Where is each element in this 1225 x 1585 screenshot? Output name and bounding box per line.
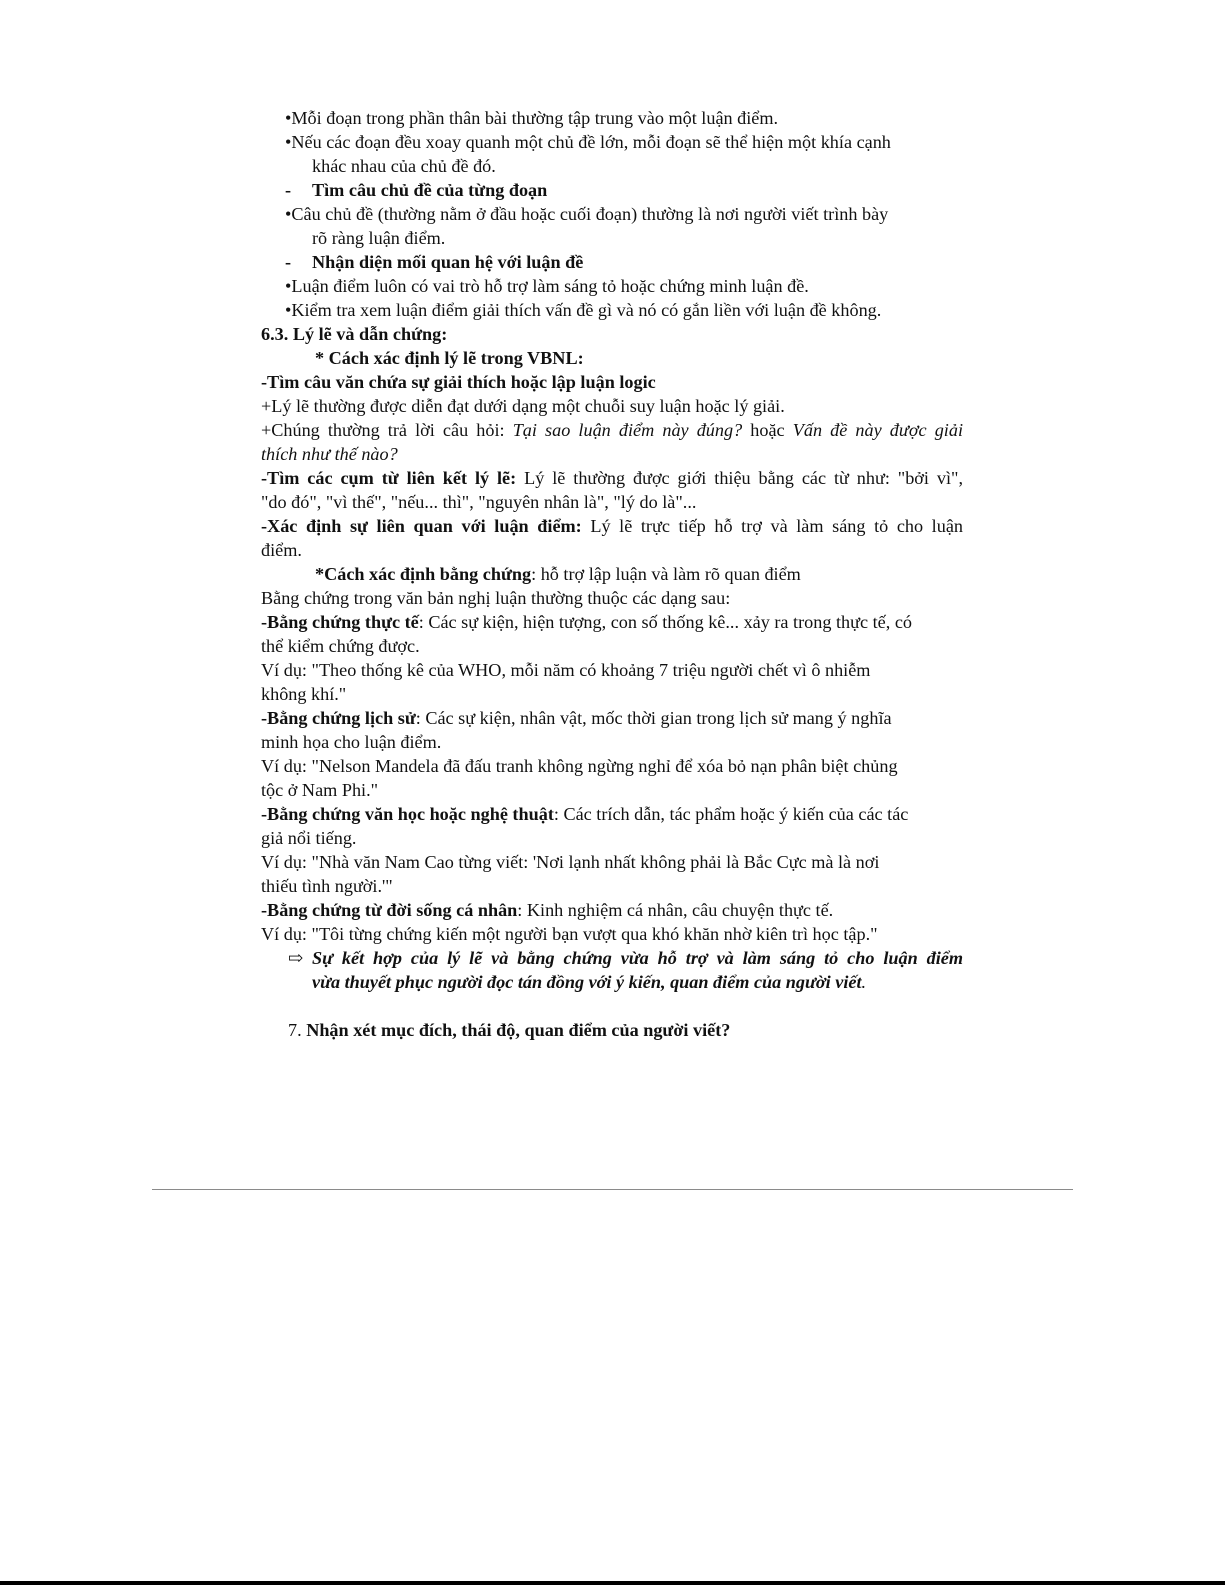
example-line: không khí." bbox=[261, 684, 347, 704]
dash-heading-text: Nhận diện mối quan hệ với luận đề bbox=[312, 252, 584, 272]
section-heading: 6.3. Lý lẽ và dẫn chứng: bbox=[261, 324, 448, 344]
spacer bbox=[261, 994, 963, 1018]
paragraph-heading: -Tìm câu văn chứa sự giải thích hoặc lập luận logic bbox=[261, 372, 656, 392]
dash-mark: - bbox=[285, 180, 292, 200]
bullet-line: •Nếu các đoạn đều xoay quanh một chủ đề lớn, mỗi đoạn sẽ thể hiện một khía cạnh bbox=[285, 132, 891, 152]
bullet-continuation: khác nhau của chủ đề đó. bbox=[312, 156, 496, 176]
text-line bbox=[261, 466, 963, 490]
example-line: thiếu tình người.'" bbox=[261, 876, 393, 896]
bullet-continuation: rõ ràng luận điểm. bbox=[312, 228, 446, 248]
subsection-heading: * Cách xác định lý lẽ trong VBNL: bbox=[315, 348, 584, 368]
text-span: : hỗ trợ lập luận và làm rõ quan điểm bbox=[531, 564, 801, 584]
example-line: Ví dụ: "Theo thống kê của WHO, mỗi năm có khoảng 7 triệu người chết vì ô nhiễm bbox=[261, 660, 871, 680]
dash-heading-text: Tìm câu chủ đề của từng đoạn bbox=[312, 180, 548, 200]
bold-lead: -Bằng chứng từ đời sống cá nhân bbox=[261, 900, 518, 920]
text-line: minh họa cho luận điểm. bbox=[261, 732, 442, 752]
bullet-line: •Kiểm tra xem luận điểm giải thích vấn đề gì và nó có gắn liền với luận đề không. bbox=[285, 300, 882, 320]
question-heading bbox=[261, 1018, 963, 1042]
italic-question: Tại sao luận điểm này đúng? bbox=[512, 420, 743, 440]
text-line: +Lý lẽ thường được diễn đạt dưới dạng một chuỗi suy luận hoặc lý giải. bbox=[261, 396, 785, 416]
dash-mark: - bbox=[285, 252, 292, 272]
text-line: "do đó", "vì thế", "nếu... thì", "nguyên nhân là", "lý do là"... bbox=[261, 492, 697, 512]
bold-lead: -Tìm các cụm từ liên kết lý lẽ: bbox=[261, 468, 517, 488]
bullet-line: •Câu chủ đề (thường nằm ở đầu hoặc cuối đoạn) thường là nơi người viết trình bày bbox=[285, 204, 889, 224]
text-line bbox=[261, 418, 963, 442]
example-line: Ví dụ: "Tôi từng chứng kiến một người bạn vượt qua khó khăn nhờ kiên trì học tập." bbox=[261, 924, 878, 944]
text-line: thể kiểm chứng được. bbox=[261, 636, 420, 656]
text-line bbox=[261, 706, 963, 730]
dash-heading bbox=[261, 250, 963, 274]
text-span: Lý lẽ trực tiếp hỗ trợ và làm sáng tỏ cho luận bbox=[581, 516, 963, 536]
text-span: Lý lẽ thường được giới thiệu bằng các từ như: "bởi vì", bbox=[516, 468, 963, 488]
text-line: điểm. bbox=[261, 540, 302, 560]
text-span: . bbox=[861, 972, 867, 992]
text-line bbox=[261, 898, 963, 922]
example-line: tộc ở Nam Phi." bbox=[261, 780, 379, 800]
bullet-line: •Luận điểm luôn có vai trò hỗ trợ làm sáng tỏ hoặc chứng minh luận đề. bbox=[285, 276, 809, 296]
bold-lead: -Xác định sự liên quan với luận điểm: bbox=[261, 516, 582, 536]
example-line: Ví dụ: "Nelson Mandela đã đấu tranh không ngừng nghỉ để xóa bỏ nạn phân biệt chủng bbox=[261, 756, 898, 776]
bold-lead: *Cách xác định bằng chứng bbox=[315, 564, 532, 584]
bold-lead: -Bằng chứng thực tế bbox=[261, 612, 419, 632]
bold-lead: -Bằng chứng văn học hoặc nghệ thuật bbox=[261, 804, 554, 824]
conclusion-text: Sự kết hợp của lý lẽ và bằng chứng vừa hỗ trợ và làm sáng tỏ cho luận điểm bbox=[312, 948, 963, 968]
conclusion-text: vừa thuyết phục người đọc tán đồng với ý kiến, quan điểm của người viết bbox=[312, 972, 862, 992]
question-text: Nhận xét mục đích, thái độ, quan điểm của người viết? bbox=[306, 1020, 731, 1040]
text-span: : Các trích dẫn, tác phẩm hoặc ý kiến của các tác bbox=[553, 804, 909, 824]
conclusion-line bbox=[261, 946, 963, 970]
text-line: giả nổi tiếng. bbox=[261, 828, 357, 848]
document-page bbox=[261, 106, 963, 1042]
text-span: +Chúng thường trả lời câu hỏi: bbox=[261, 420, 513, 440]
subsection-heading bbox=[261, 562, 963, 586]
text-line bbox=[261, 514, 963, 538]
italic-question-continuation: thích như thế nào? bbox=[261, 444, 398, 464]
arrow-icon: ⇨ bbox=[288, 948, 304, 968]
text-line bbox=[261, 610, 963, 634]
conclusion-continuation bbox=[261, 970, 963, 994]
question-number: 7. bbox=[288, 1020, 307, 1040]
text-span: : Kinh nghiệm cá nhân, câu chuyện thực tế. bbox=[517, 900, 834, 920]
text-span: hoặc bbox=[742, 420, 793, 440]
text-span: : Các sự kiện, hiện tượng, con số thống kê... xảy ra trong thực tế, có bbox=[418, 612, 912, 632]
bold-lead: -Bằng chứng lịch sử bbox=[261, 708, 416, 728]
dash-heading bbox=[261, 178, 963, 202]
page-bottom-edge bbox=[0, 1581, 1225, 1585]
text-line bbox=[261, 802, 963, 826]
page-divider bbox=[152, 1189, 1073, 1190]
bullet-line: •Mỗi đoạn trong phần thân bài thường tập trung vào một luận điểm. bbox=[285, 108, 779, 128]
example-line: Ví dụ: "Nhà văn Nam Cao từng viết: 'Nơi lạnh nhất không phải là Bắc Cực mà là nơi bbox=[261, 852, 880, 872]
text-span: : Các sự kiện, nhân vật, mốc thời gian trong lịch sử mang ý nghĩa bbox=[415, 708, 892, 728]
italic-question: Vấn đề này được giải bbox=[792, 420, 964, 440]
text-line: Bằng chứng trong văn bản nghị luận thường thuộc các dạng sau: bbox=[261, 588, 731, 608]
